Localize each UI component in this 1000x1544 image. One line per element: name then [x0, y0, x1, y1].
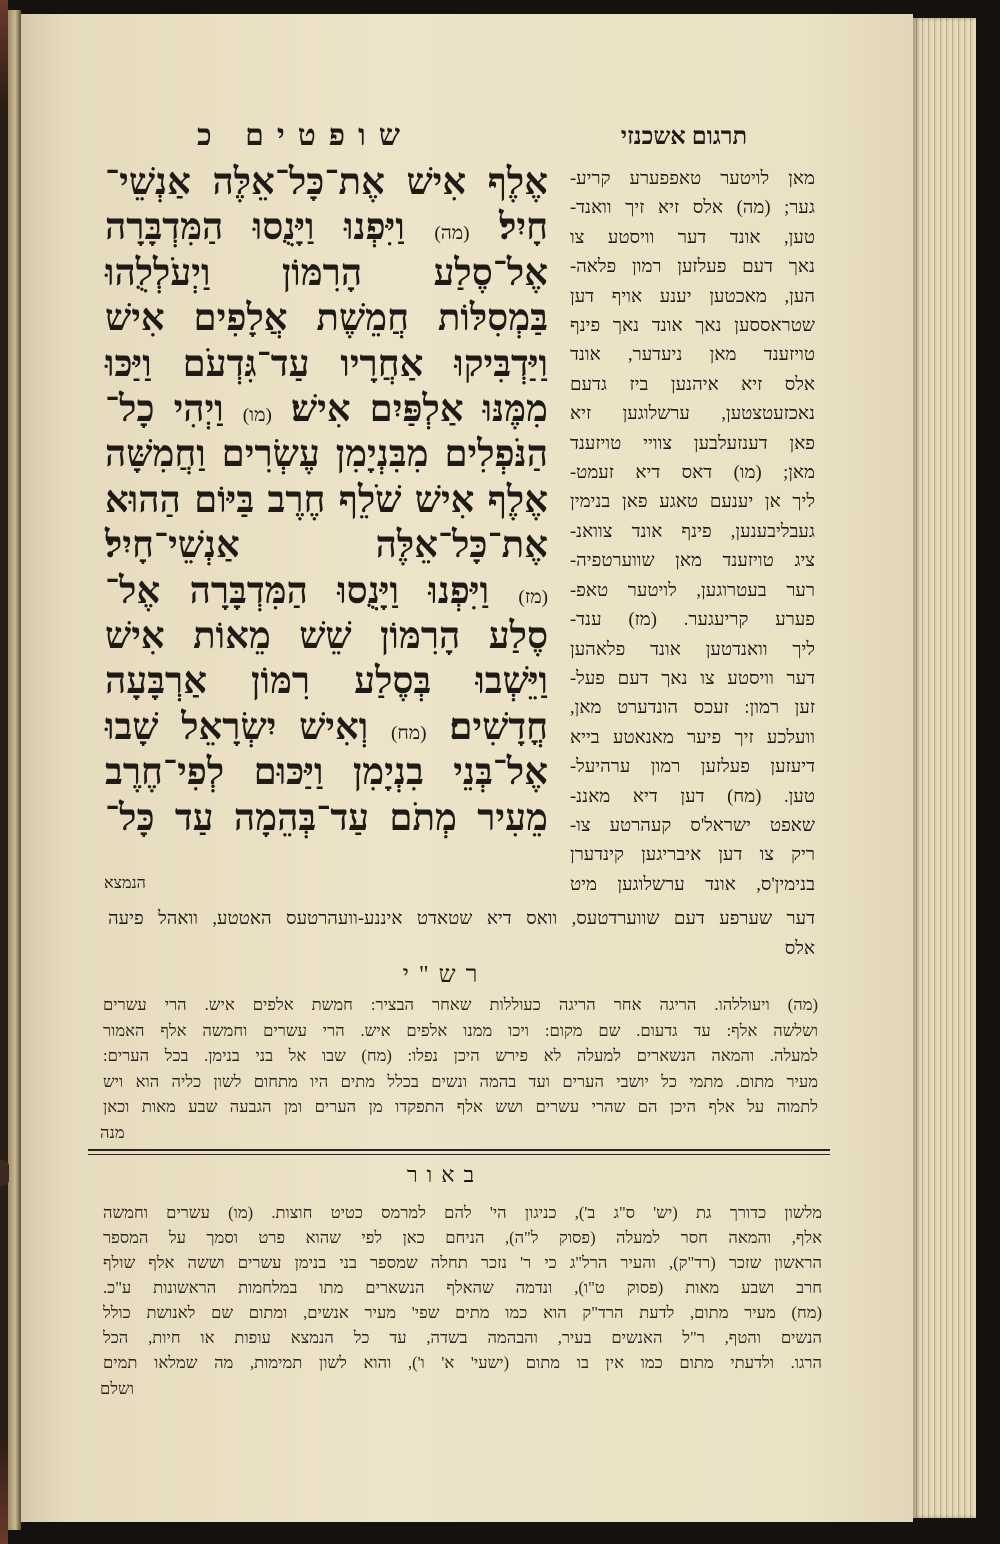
scripture-line: הַנֹּפְלִים מִבִּנְיָמִן עֶשְׂרִים וַחֲמִשָּׁה — [105, 434, 548, 476]
verse-number: (מה) — [434, 223, 470, 245]
translation-line: דיעזען פעלזען רמון ערהיעל- — [570, 757, 815, 778]
translation-line: פאן דענזעלבען צוויי טויזענד — [570, 433, 815, 454]
verse-number: (מח) — [390, 722, 427, 744]
translation-line: מאן; (מו) דאס דיא זעמט- — [570, 463, 815, 484]
translation-column — [570, 165, 815, 900]
translation-line: דער וויסטע צו נאך דעם פעל- — [570, 668, 815, 689]
scripture-line — [105, 569, 548, 614]
gutter-page-edge — [8, 10, 21, 1530]
translation-line: זען רמון: זעכס הונדערט מאן, — [570, 698, 815, 719]
scripture-text: חָיִל׃ — [499, 207, 548, 249]
translation-line: ליך אן יענעם טאגע פאן בנימין — [570, 492, 815, 513]
scripture-line: וַיַּדְבִּיקוּ אַחֲרָיו עַד־גִּדְעֹם וַיַּכּוּ — [105, 343, 548, 385]
biur-line: אלף, והמאה חסר למעלה (פסוק ל"ה), הניחם כאן לפי שהוא פרט וסמך על המספר — [103, 1228, 822, 1247]
scripture-line: מֵעִיר מְתֹם עַד־בְּהֵמָה עַד כָּל־ — [105, 797, 548, 839]
translation-line: בנימין'ס, אונד ערשלוגען מיט — [570, 874, 815, 895]
translation-line: נאך דעם פעלזען רמון פלאה- — [570, 257, 815, 278]
biur-catchword: ושלם — [100, 1379, 134, 1398]
rashi-catchword: מנה — [100, 1123, 125, 1142]
translation-line: טען. (מח) דען דיא מאננ- — [570, 786, 815, 807]
translation-full-width-line: דער שערפע דעם שווערדטעס, וואס דיא שטאדט איננע-וועהרטעס האטטע, וואהל פיעה — [108, 909, 815, 929]
translation-line: ליך וואנדטען אונד פלאהען — [570, 639, 815, 660]
book-cover-edge — [0, 0, 8, 1544]
rashi-line: (מה) ויעוללהו. הריגה אחר הריגה כעוללות שאחר הבציר: חמשת אלפים איש. הרי עשרים — [103, 995, 818, 1014]
scripture-text: וַיִּפְנוּ וַיָּנֻסוּ הַמִּדְבָּרָה — [105, 207, 405, 249]
biur-line: מלשון כדורך גת (יש' ס"ג ב'), כניגון הי' להם למרמס כטיט חוצות. (מו) עשרים וחמשה — [103, 1203, 822, 1222]
biur-line: (מח) מעיר מתום, לדעת הרד"ק הוא כמו מתים שפי' מעיר אנשים, ומתום שם לאנושת כולל — [103, 1303, 822, 1322]
scripture-line — [105, 387, 548, 432]
rashi-line: לתמוה על אלף היכן הם שהרי עשרים ושש אלף התפקדו מן הערים ומן הגבעה שבע מאות וכאן — [103, 1097, 818, 1116]
rashi-line: למעלה. והמאה הנשארים למעלה לא פירש היכן נפלו: (מח) שבו אל בני בנימן. בכל הערים: — [103, 1046, 818, 1065]
biur-line: הנשים והטף, ר"ל האנשים בעיר, והבהמה בשדה, עד כל הנמצא עופות או חיות, הכל — [103, 1328, 822, 1347]
translation-tail-line: אלס — [784, 939, 815, 959]
rashi-line: ושלשה אלף: עד גדעום. שם מקום: ויכו ממנו אלפים איש. הרי עשרים וחמשה אלף האמור — [103, 1020, 818, 1040]
translation-line: וועלכע זיך פיער מאנאטע בייא — [570, 727, 815, 748]
scripture-line: וַיֵּשְׁבוּ בְּסֶלַע רִמּוֹן אַרְבָּעָה — [105, 661, 548, 703]
scripture-line: אֶל־סֶלַע הָרִמּוֹן וַיְעֹלְלֻהוּ — [105, 252, 548, 294]
biur-line: הרגו. ולדעתי מתום כמו אין בו מתום (ישעי' א' ו'), והוא לשון תמימות, מה שמלאו תמים — [103, 1353, 822, 1372]
scripture-text: מִמֶּנּוּ אַלְפַּיִם אִישׁ׃ — [290, 389, 548, 431]
translation-line: נאכזעטצטען, ערשלוגען זיא — [570, 404, 815, 425]
rashi-heading: רש"י — [402, 962, 488, 988]
translation-line: טויזענד מאן ניעדער, אונד — [570, 345, 815, 366]
biur-line: חרב ושבע מאות (פסוק ט"ו), ונדמה שהאלף הנשארים מתו במלחמות הראשונות ע"כ. — [103, 1278, 822, 1297]
translation-line: שאפט ישראל'ס קעהרטע צו- — [570, 815, 815, 836]
rashi-commentary — [103, 992, 818, 1120]
scripture-line: אֶת־כָּל־אֵלֶּה אַנְשֵׁי־חָיִל׃ — [105, 525, 548, 567]
scripture-line — [105, 705, 548, 750]
translation-line: גער; (מה) אלס זיא זיך וואנד- — [570, 198, 815, 219]
translation-line: ריק צו דען איבריגען קינדערן — [570, 845, 815, 866]
biur-heading: באור — [406, 1162, 484, 1187]
translation-line: מאן לויטער טאפפערע קריע- — [570, 169, 815, 189]
binding-thread — [0, 1160, 9, 1186]
scripture-line: בַּמְסִלּוֹת חֲמֵשֶׁת אֲלָפִים אִישׁ — [105, 298, 548, 340]
scripture-text: וַיִּפְנוּ וַיָּנֻסוּ הַמִּדְבָּרָה אֶל־ — [105, 570, 490, 612]
page-header-translation-title: תרגום אשכנזי — [620, 124, 748, 150]
scripture-line: אֶלֶף אִישׁ אֶת־כָּל־אֵלֶּה אַנְשֵׁי־ — [105, 162, 548, 203]
scripture-line: אֶל־בְּנֵי בִנְיָמִן וַיַּכּוּם לְפִי־חֶרֶב — [105, 752, 548, 794]
page-fore-edge — [913, 18, 976, 1518]
translation-line: אלס זיא איהנען ביז גדעם — [570, 374, 815, 395]
translation-line: פערע קריעגער. (מז) ענד- — [570, 610, 815, 631]
scripture-text: חֳדָשִׁים׃ — [449, 706, 548, 748]
rashi-line: מעיר מתום. מתמי כל יושבי הערים ועד בהמה ונשים בכלל מתים היו מתחום לשון כליה הוא ויש — [103, 1071, 818, 1091]
section-divider-rule — [88, 1149, 830, 1155]
verse-number: (מז) — [518, 586, 548, 608]
translation-line: רער בעטרוגען, לויטער טאפ- — [570, 580, 815, 601]
scripture-text: וְאִישׁ יִשְׂרָאֵל שָׁבוּ — [105, 706, 369, 748]
page-header-book-title: שופטים כ — [196, 119, 414, 152]
translation-line: ציג טויזענד מאן שווערטפיה- — [570, 551, 815, 572]
scripture-text-column — [105, 160, 548, 841]
scripture-line — [105, 205, 548, 250]
scripture-line: אֶלֶף אִישׁ שֹׁלֵף חֶרֶב בַּיּוֹם הַהוּא — [105, 479, 548, 521]
scripture-catchword: הנמצא — [104, 875, 146, 892]
verse-number: (מו) — [242, 405, 272, 427]
translation-line: הען, מאכטען יענע אויף דען — [570, 286, 815, 307]
biur-line: הראשון שזכר (רד"ק), והעיר הרל"ג כי ר' נזכר תחלה שמספר בני בנימן עשרים וששה אלף שולף — [103, 1253, 822, 1272]
translation-line: שטראססען נאך אונד נאך פינף — [570, 316, 815, 337]
biur-commentary — [103, 1200, 822, 1375]
translation-line: טען, אונד דער וויסטע צו — [570, 227, 815, 248]
scripture-text: וַיְהִי כָל־ — [105, 389, 224, 431]
scripture-line: סֶלַע הָרִמּוֹן שֵׁשׁ מֵאוֹת אִישׁ — [105, 616, 548, 658]
translation-line: געבליבענען, פינף אונד צוואנ- — [570, 521, 815, 542]
